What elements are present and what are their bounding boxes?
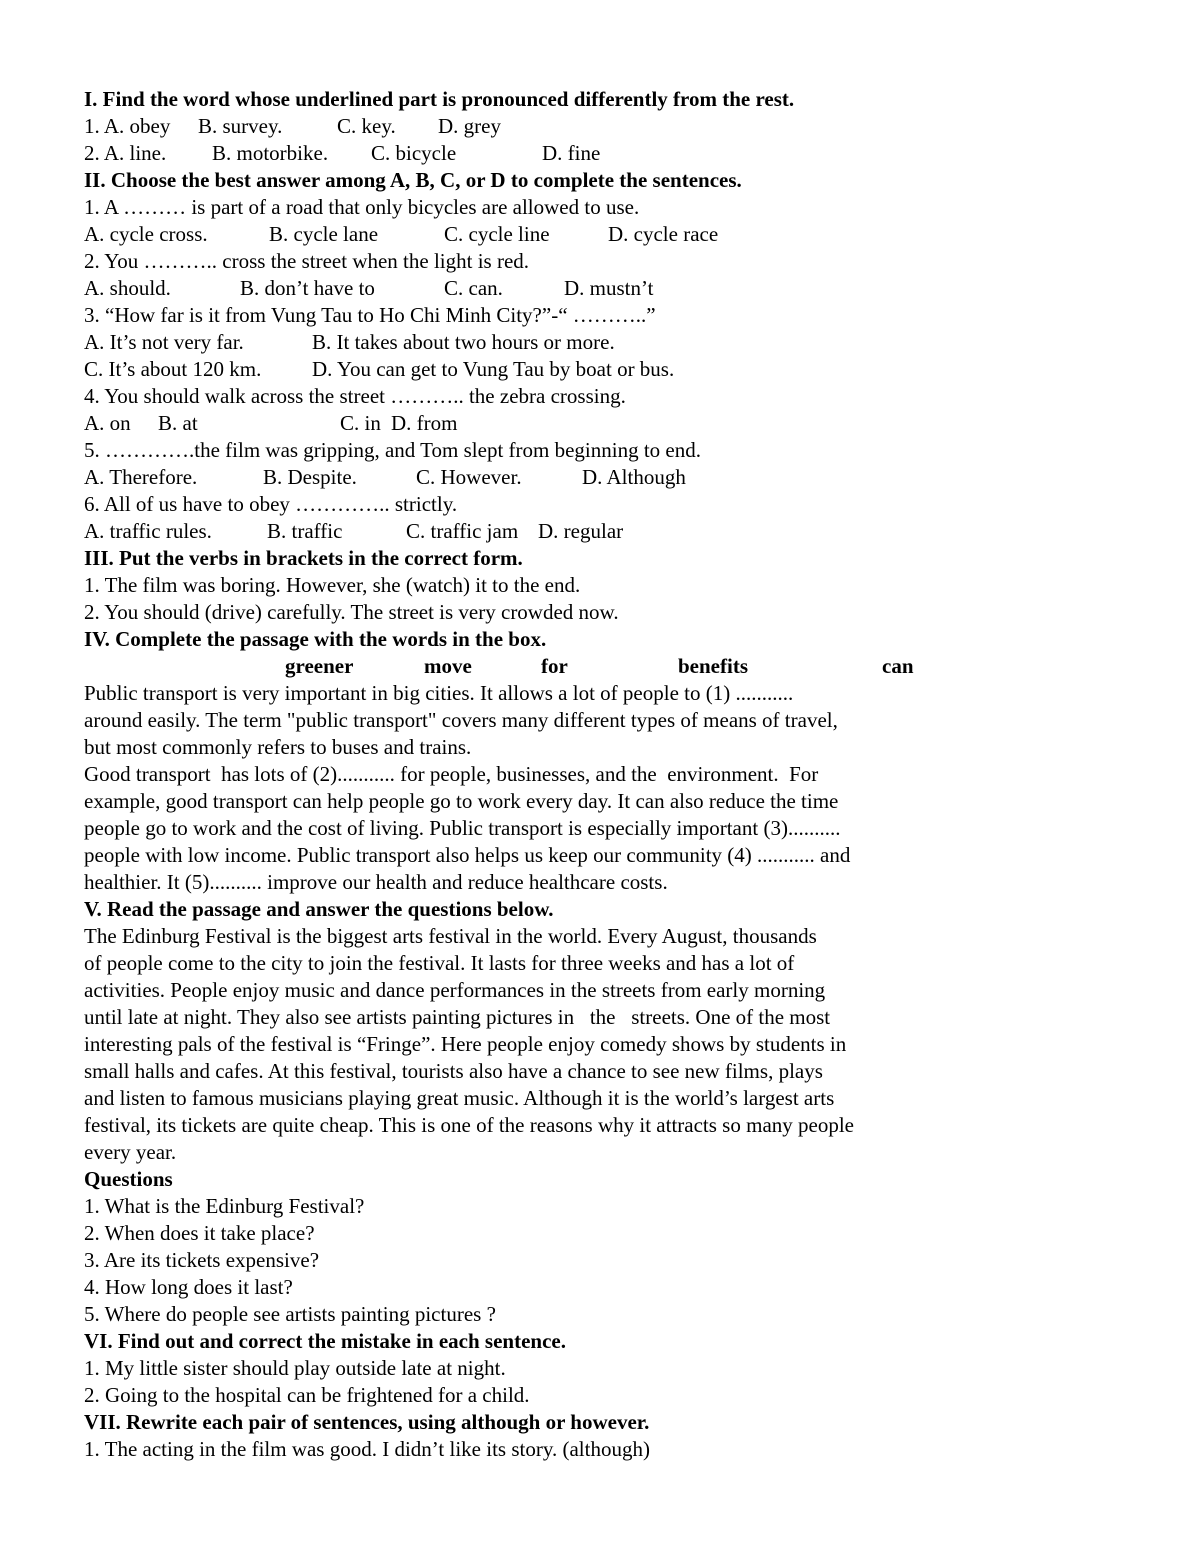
- s5-passage-line: and listen to famous musicians playing great music. Although it is the world’s largest arts: [84, 1086, 835, 1110]
- option-c: C. It’s about 120 km.: [84, 357, 262, 381]
- s2-q4-stem: 4. You should walk across the street ……….. the zebra crossing.: [84, 384, 626, 408]
- option-a: A. Therefore.: [84, 465, 198, 489]
- option-d: D. Although: [582, 465, 686, 489]
- s5-passage-line: every year.: [84, 1140, 177, 1164]
- s5-question: 3. Are its tickets expensive?: [84, 1248, 320, 1272]
- option-b: B. survey.: [198, 114, 283, 138]
- option-d: D. fine: [542, 141, 601, 165]
- word-box-item: move: [424, 654, 472, 678]
- option-a: A. cycle cross.: [84, 222, 208, 246]
- section-1-heading: I. Find the word whose underlined part is pronounced differently from the rest.: [84, 87, 795, 111]
- option-c: C. cycle line: [444, 222, 550, 246]
- option-a: A. on: [84, 411, 131, 435]
- questions-heading: Questions: [84, 1167, 173, 1191]
- s5-question: 2. When does it take place?: [84, 1221, 315, 1245]
- section-4-heading: IV. Complete the passage with the words in the box.: [84, 627, 547, 651]
- option-d: D. regular: [538, 519, 624, 543]
- option-c: C. can.: [444, 276, 503, 300]
- s2-q2-stem: 2. You ……….. cross the street when the light is red.: [84, 249, 530, 273]
- option-a: 2. A. line.: [84, 141, 167, 165]
- s5-question: 4. How long does it last?: [84, 1275, 293, 1299]
- option-b: B. It takes about two hours or more.: [312, 330, 615, 354]
- s5-passage-line: of people come to the city to join the festival. It lasts for three weeks and has a lot of: [84, 951, 795, 975]
- section-3-heading: III. Put the verbs in brackets in the correct form.: [84, 546, 523, 570]
- s5-passage-line: The Edinburg Festival is the biggest arts festival in the world. Every August, thousands: [84, 924, 817, 948]
- option-d: D. from: [391, 411, 458, 435]
- s4-passage-line: people go to work and the cost of living. Public transport is especially important (3)..........: [84, 816, 841, 840]
- s4-passage-line: around easily. The term "public transport" covers many different types of means of travel,: [84, 708, 838, 732]
- option-c: C. However.: [416, 465, 522, 489]
- s2-q3-options-row2: [84, 356, 675, 383]
- section-5-heading: V. Read the passage and answer the questions below.: [84, 897, 554, 921]
- s5-passage-line: interesting pals of the festival is “Fringe”. Here people enjoy comedy shows by students in: [84, 1032, 847, 1056]
- option-b: B. cycle lane: [269, 222, 379, 246]
- option-b: B. Despite.: [263, 465, 357, 489]
- option-d: D. mustn’t: [564, 276, 654, 300]
- s2-q1-stem: 1. A ……… is part of a road that only bicycles are allowed to use.: [84, 195, 640, 219]
- section-7-heading: VII. Rewrite each pair of sentences, using although or however.: [84, 1410, 650, 1434]
- option-a: 1. A. obey: [84, 114, 171, 138]
- s6-item-2: 2. Going to the hospital can be frightened for a child.: [84, 1383, 530, 1407]
- option-c: C. bicycle: [371, 141, 457, 165]
- s1-question-2: [84, 140, 601, 167]
- s4-passage-line: healthier. It (5).......... improve our health and reduce healthcare costs.: [84, 870, 668, 894]
- section-2-heading: II. Choose the best answer among A, B, C, or D to complete the sentences.: [84, 168, 742, 192]
- s5-passage-line: festival, its tickets are quite cheap. This is one of the reasons why it attracts so many people: [84, 1113, 854, 1137]
- word-box-item: benefits: [678, 654, 748, 678]
- s5-passage-line: until late at night. They also see artists painting pictures in the streets. One of the most: [84, 1005, 831, 1029]
- s2-q1-options: [84, 221, 719, 248]
- s3-item-1: 1. The film was boring. However, she (watch) it to the end.: [84, 573, 581, 597]
- option-c: C. key.: [337, 114, 396, 138]
- s4-passage-line: Public transport is very important in big cities. It allows a lot of people to (1) ...........: [84, 681, 794, 705]
- word-box: [84, 653, 914, 680]
- option-d: D. grey: [438, 114, 501, 138]
- option-b: B. don’t have to: [240, 276, 375, 300]
- s5-question: 5. Where do people see artists painting pictures ?: [84, 1302, 496, 1326]
- s2-q3-stem: 3. “How far is it from Vung Tau to Ho Chi Minh City?”-“ ………..”: [84, 303, 656, 327]
- s1-question-1: [84, 113, 501, 140]
- s5-passage-line: activities. People enjoy music and dance performances in the streets from early morning: [84, 978, 826, 1002]
- word-box-item: for: [541, 654, 568, 678]
- s2-q5-options: [84, 464, 686, 491]
- s2-q3-options-row1: [84, 329, 615, 356]
- s4-passage-line: Good transport has lots of (2)........... for people, businesses, and the environment. For: [84, 762, 819, 786]
- option-b: B. motorbike.: [212, 141, 329, 165]
- option-d: D. cycle race: [608, 222, 719, 246]
- s2-q5-stem: 5. ………….the film was gripping, and Tom slept from beginning to end.: [84, 438, 701, 462]
- option-c: C. traffic jam: [406, 519, 519, 543]
- option-a: A. It’s not very far.: [84, 330, 244, 354]
- word-box-item: can: [882, 654, 914, 678]
- s5-question: 1. What is the Edinburg Festival?: [84, 1194, 365, 1218]
- option-a: A. should.: [84, 276, 171, 300]
- s6-item-1: 1. My little sister should play outside late at night.: [84, 1356, 506, 1380]
- s5-passage-line: small halls and cafes. At this festival, tourists also have a chance to see new films, plays: [84, 1059, 823, 1083]
- section-6-heading: VI. Find out and correct the mistake in each sentence.: [84, 1329, 566, 1353]
- option-d: D. You can get to Vung Tau by boat or bus.: [312, 357, 675, 381]
- s2-q4-options: [84, 410, 458, 437]
- s7-item-1: 1. The acting in the film was good. I didn’t like its story. (although): [84, 1437, 650, 1461]
- s4-passage-line: but most commonly refers to buses and trains.: [84, 735, 472, 759]
- s4-passage-line: example, good transport can help people go to work every day. It can also reduce the time: [84, 789, 839, 813]
- s4-passage-line: people with low income. Public transport also helps us keep our community (4) ........... and: [84, 843, 851, 867]
- s2-q6-options: [84, 518, 624, 545]
- option-a: A. traffic rules.: [84, 519, 212, 543]
- s3-item-2: 2. You should (drive) carefully. The street is very crowded now.: [84, 600, 619, 624]
- option-c: C. in: [340, 411, 381, 435]
- word-box-item: greener: [285, 654, 354, 678]
- option-b: B. at: [158, 411, 198, 435]
- option-b: B. traffic: [267, 519, 343, 543]
- s2-q6-stem: 6. All of us have to obey ………….. strictly.: [84, 492, 458, 516]
- s2-q2-options: [84, 275, 654, 302]
